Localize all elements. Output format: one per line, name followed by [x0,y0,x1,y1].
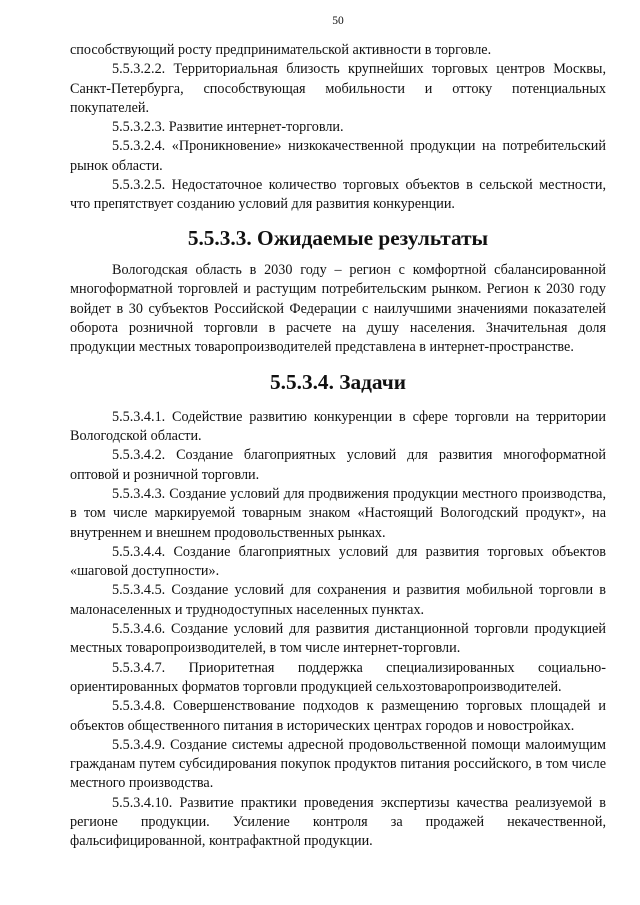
task-item-7: 5.5.3.4.7. Приоритетная поддержка специализированных социально-ориентированных форматов торговли продукцией сельхозтоваропроизводителей. [70,659,606,695]
section-heading-tasks: 5.5.3.4. Задачи [270,370,406,395]
task-item-6: 5.5.3.4.6. Создание условий для развития дистанционной торговли продукцией местных товаропроизводителей, в том числе интернет-торговли. [70,621,606,657]
task-item-1: 5.5.3.4.1. Содействие развитию конкуренции в сфере торговли на территории Вологодской области. [70,408,606,445]
task-item-8: 5.5.3.4.8. Совершенствование подходов к размещению торговых площадей и объектов общественного питания в исторических центрах городов и новостройках. [70,698,606,734]
paragraph-continuation: способствующий росту предпринимательской активности в торговле. [70,42,492,58]
section-heading-results: 5.5.3.3. Ожидаемые результаты [187,225,489,250]
paragraph-expected-results: Вологодская область в 2030 году – регион с комфортной сбалансированной многоформатной торговлей и растущим потребительским рынком. Регион к 2030 году войдет в 30 субъектов Российской Федерации с наилучшими значениями показателей оборота розничной торговли в расчете на душу населения. Значительная доля продукции местных товаропроизводителей представлена в интернет-пространстве. [70,261,606,356]
document-page [70,14,606,852]
task-item-5: 5.5.3.4.5. Создание условий для сохранения и развития мобильной торговли в малонаселенных и труднодоступных населенных пунктах. [70,582,606,618]
task-item-4: 5.5.3.4.4. Создание благоприятных условий для развития торговых объектов «шаговой доступности». [70,543,606,580]
page-number: 50 [332,15,344,27]
paragraph-item-5-5-3-2-5: 5.5.3.2.5. Недостаточное количество торговых объектов в сельской местности, что препятствует созданию условий для развития конкуренции. [70,177,606,213]
task-item-3: 5.5.3.4.3. Создание условий для продвижения продукции местного производства, в том числе маркируемой товарным знаком «Настоящий Вологодский продукт», на внутреннем и внешнем продовольственных рынках. [70,485,606,541]
task-item-2: 5.5.3.4.2. Создание благоприятных условий для развития многоформатной оптовой и розничной торговли. [70,447,606,483]
task-item-10: 5.5.3.4.10. Развитие практики проведения экспертизы качества реализуемой в регионе продукции. Усиление контроля за продажей некачественной, фальсифицированной, контрафактной продукции. [70,794,606,850]
paragraph-item-5-5-3-2-2: 5.5.3.2.2. Территориальная близость крупнейших торговых центров Москвы, Санкт-Петербурга, способствующая мобильности и оттоку потенциальных покупателей. [70,61,606,116]
paragraph-item-5-5-3-2-4: 5.5.3.2.4. «Проникновение» низкокачественной продукции на потребительский рынок области. [70,138,606,174]
paragraph-item-5-5-3-2-3: 5.5.3.2.3. Развитие интернет-торговли. [112,119,344,136]
task-item-9: 5.5.3.4.9. Создание системы адресной продовольственной помощи малоимущим гражданам путем субсидирования покупок продуктов питания российского, в том числе местного производства. [70,736,606,792]
